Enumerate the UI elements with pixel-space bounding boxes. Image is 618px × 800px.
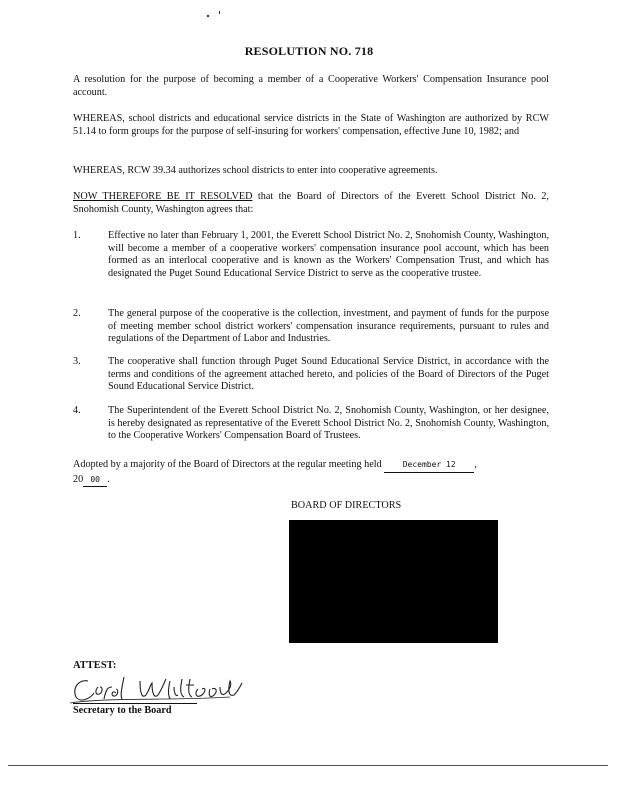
footer-rule — [8, 765, 608, 766]
intro-paragraph: A resolution for the purpose of becoming a member of a Cooperative Workers' Compensation Insurance pool account. — [73, 74, 549, 98]
handwritten-signature — [70, 673, 270, 707]
item-text: The general purpose of the cooperative is the collection, investment, and payment of funds for the purpose of meeting member school district workers' compensation insurance requirements, pursuant to rules and regulations of the Department of Labor and Industries. — [108, 308, 549, 345]
meeting-year: 00 — [83, 473, 107, 488]
resolved-paragraph — [73, 191, 549, 216]
item-number: 4. — [73, 405, 81, 416]
item-text: Effective no later than February 1, 2001, the Everett School District No. 2, Snohomish County, Washington, will become a member of a cooperative workers' compensation insurance pool account, which has been formed as an interlocal cooperative and is known as the Workers' Compensation Trust, and which has designated the Puget Sound Educational Service District to serve as the cooperative trustee. — [108, 230, 549, 279]
scan-speck — [207, 15, 209, 17]
year-prefix: 20 — [73, 473, 84, 485]
redaction-block — [289, 520, 498, 643]
attest-label: ATTEST: — [73, 660, 117, 671]
item-text: The cooperative shall function through Puget Sound Educational Service District, in accordance with the terms and conditions of the agreement attached hereto, and policies of the Board of Directors of the Puget Sound Educational Service District. — [108, 356, 549, 393]
item-text: The Superintendent of the Everett School District No. 2, Snohomish County, Washington, or her designee, is hereby designated as representative of the Everett School District No. 2, Snohomish County, Washington, to the Cooperative Workers' Compensation Board of Trustees. — [108, 405, 549, 442]
meeting-date: December 12 — [384, 458, 474, 473]
resolved-lead: NOW THEREFORE BE IT RESOLVED — [73, 191, 253, 202]
adopted-text: Adopted by a majority of the Board of Directors at the regular meeting held — [73, 459, 382, 470]
item-number: 1. — [73, 230, 81, 241]
resolution-title: RESOLUTION NO. 718 — [244, 44, 374, 58]
signature-line — [73, 703, 197, 704]
resolved-rest: that the Board of Directors of the Everett School District No. 2, Snohomish County, Washington agrees that: — [73, 191, 549, 215]
item-number: 3. — [73, 356, 81, 367]
whereas-paragraph-1: WHEREAS, school districts and educational service districts in the State of Washington are authorized by RCW 51.14 to form groups for the purpose of self-insuring for workers' compensation, effective June 10, 1982; and — [73, 113, 549, 137]
whereas-paragraph-2: WHEREAS, RCW 39.34 authorizes school districts to enter into cooperative agreements. — [73, 165, 438, 176]
adoption-statement: Adopted by a majority of the Board of Directors at the regular meeting held December 12 , 20 00 . — [73, 458, 553, 487]
scan-speck — [219, 11, 220, 14]
secretary-label: Secretary to the Board — [73, 705, 172, 716]
board-heading: BOARD OF DIRECTORS — [291, 500, 402, 511]
item-number: 2. — [73, 308, 81, 319]
